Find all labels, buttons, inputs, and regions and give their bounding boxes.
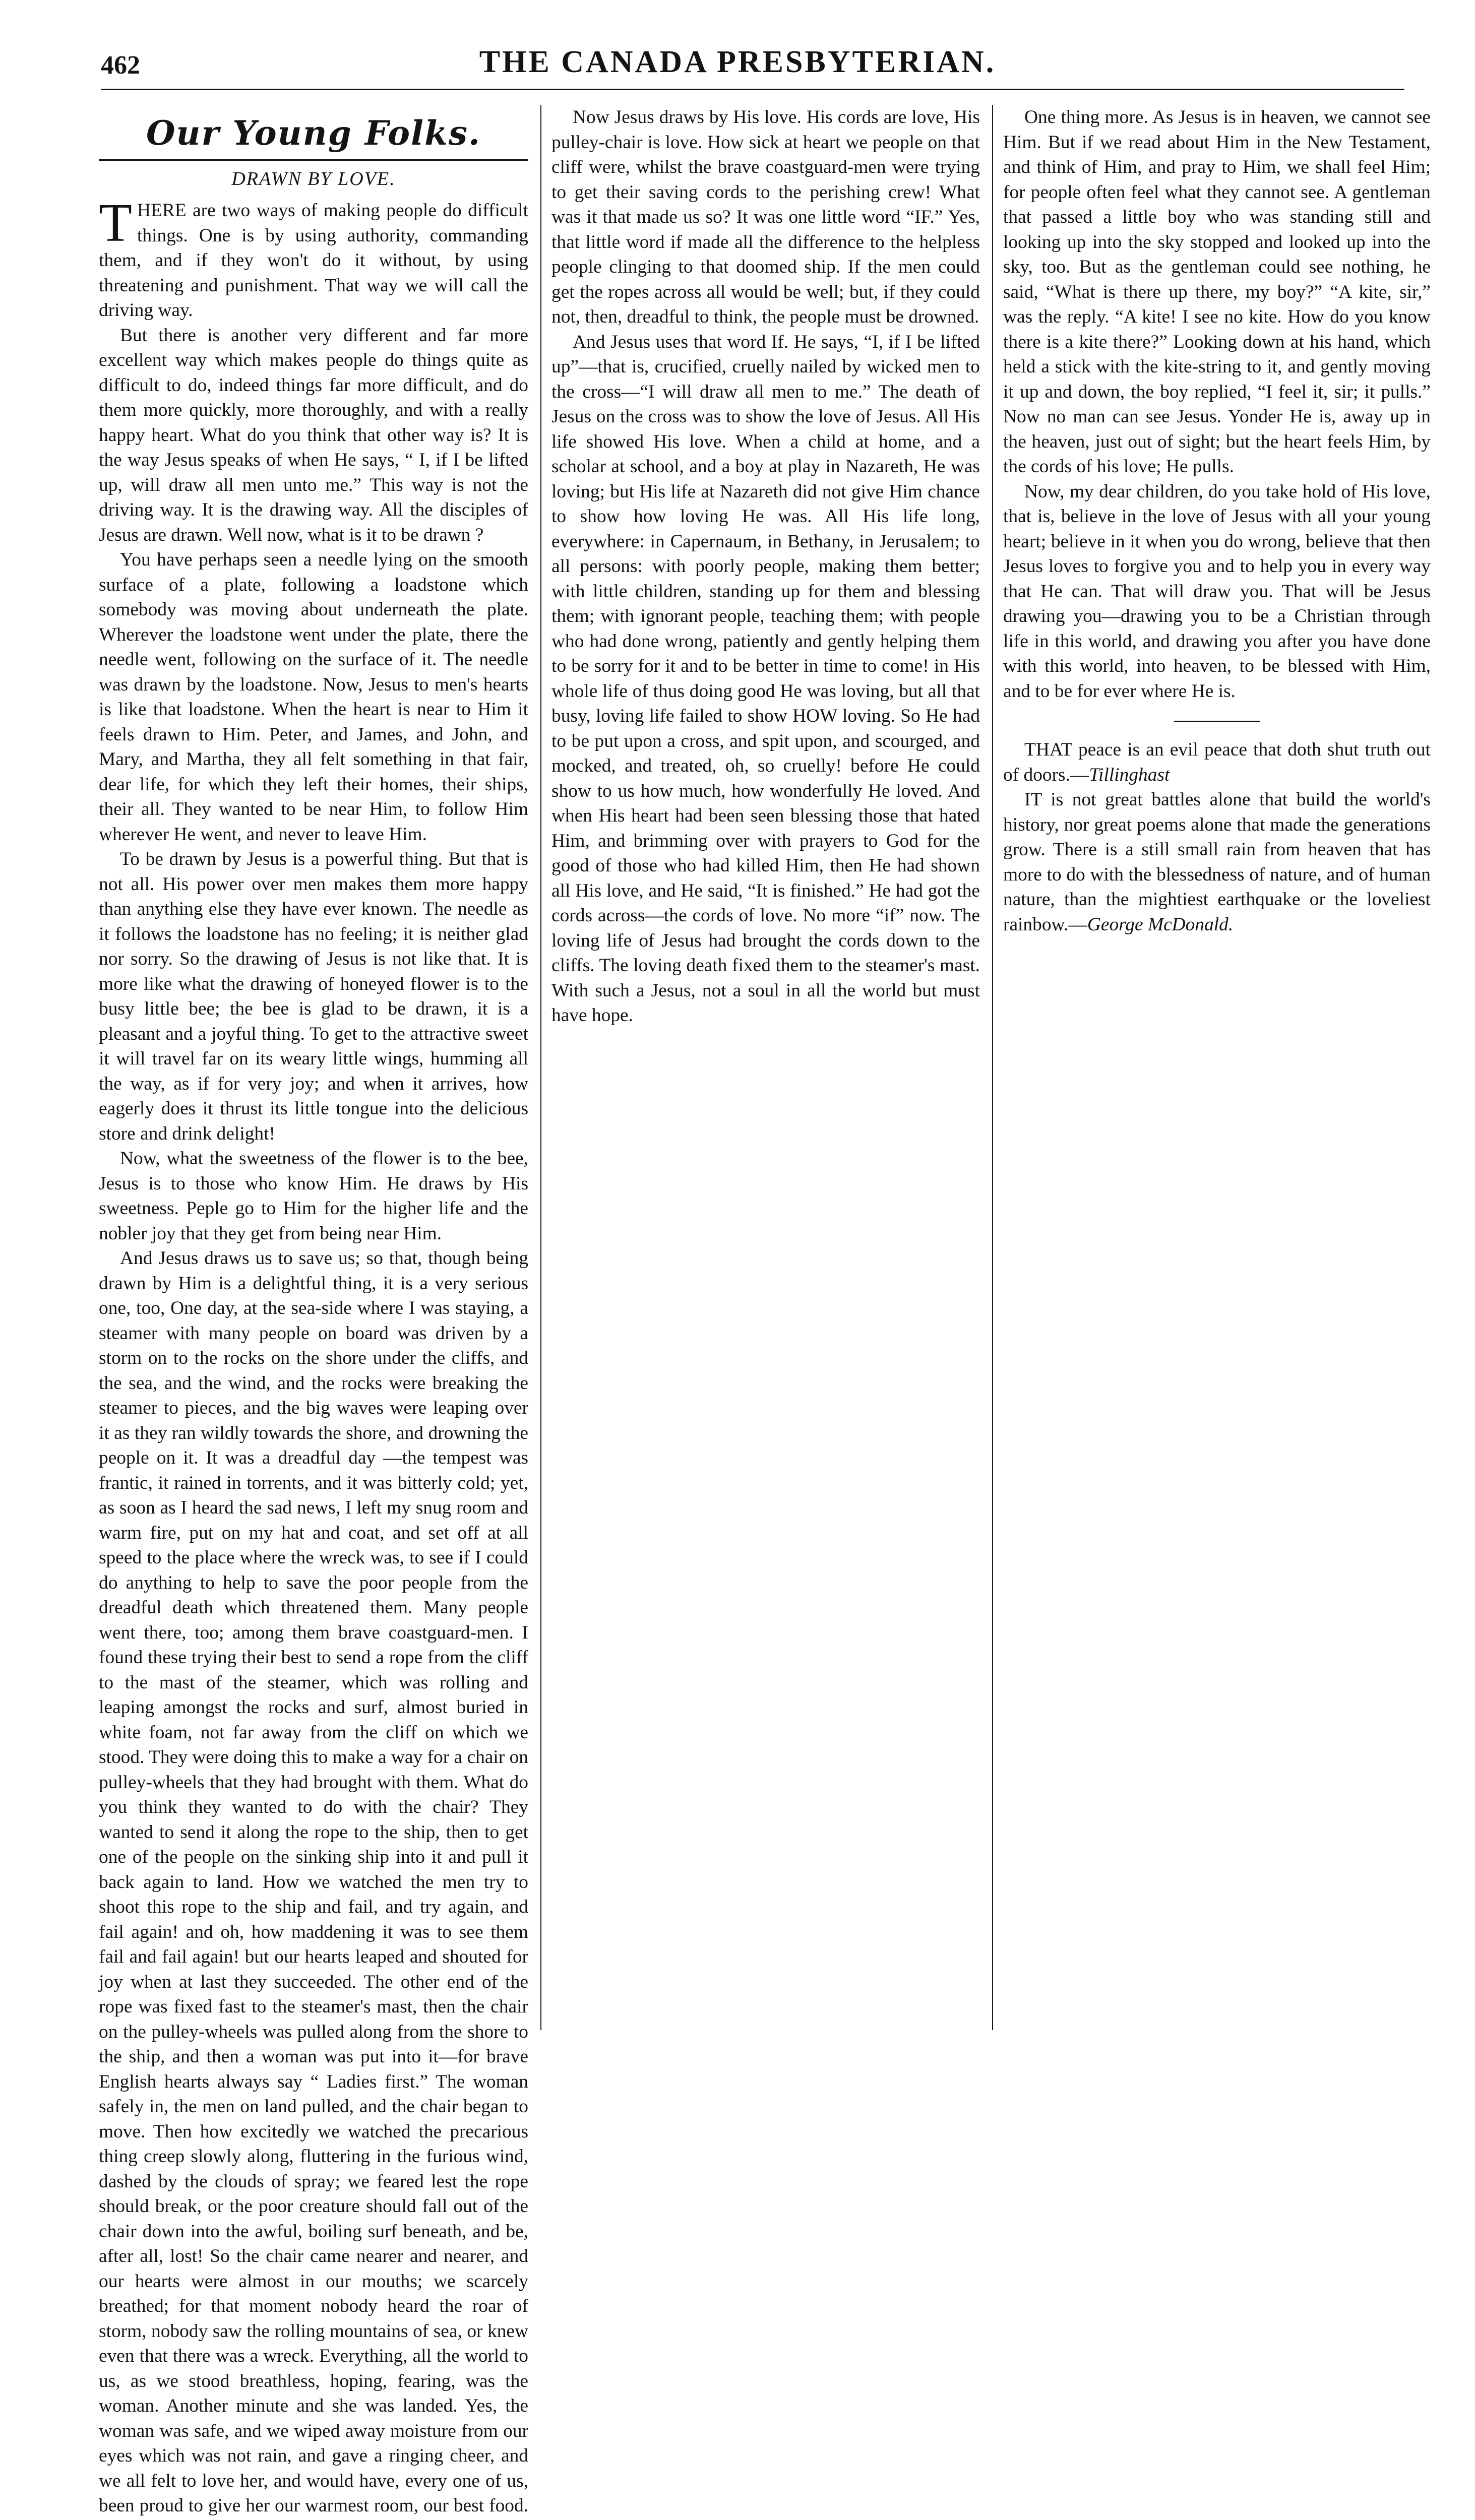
article-paragraph: To be drawn by Jesus is a powerful thing. But that is not all. His power over men makes them more happy than anything else they have ever known. The needle as it follows the loadstone has no feeling; it is neither glad nor sorry. So the drawing of Jesus is not like that. It is more like what the drawing of honeyed flower is to the busy little bee; the bee is glad to be drawn, it is a pleasant and a joyful thing. To get to the attractive sweet it will travel far on its weary little wings, humming all the way, as if for very joy; and when it arrives, how eagerly does it thrust its little tongue into the delicious store and drink delight!: [99, 849, 528, 1144]
quote: THAT peace is an evil peace that doth shut truth out of doors.—Tillinghast: [1003, 739, 1431, 785]
masthead: THE CANADA PRESBYTERIAN.: [479, 45, 996, 79]
section-title-rule: [99, 159, 528, 161]
header-rule: [101, 89, 1404, 90]
article-paragraph: Now Jesus draws by His love. His cords are love, His pulley-chair is love. How sick at heart we people on that cliff were, whilst the brave coastguard-men were trying to get their saving cords to the perishing crew! What was it that made us so? It was one little word “IF.” Yes, that little word if made all the difference to the helpless people clinging to that doomed ship. If the men could get the ropes across all would be well; but, if they could not, then, dreadful to think, the people must be drowned.: [551, 107, 980, 327]
quote: IT is not great battles alone that build the world's history, nor great poems alone that made the generations grow. There is a still small rain from heaven that has more to do with the blessedness of nature, and of human nature, than the mightiest earthquake or the loveliest rainbow.—George McDonald.: [1003, 789, 1431, 935]
column-divider: [540, 105, 541, 2030]
article-paragraph: Now, my dear children, do you take hold of His love, that is, believe in the love of Jesus with all your young heart; believe in it when you do wrong, believe that then Jesus loves to forgive you and to help you in every way that He can. That will draw you. That will be Jesus drawing you—drawing you to be a Christian through life in this world, and drawing you after you have done with this world, into heaven, to be blessed with Him, and to be for ever where He is.: [1003, 481, 1431, 702]
article-paragraph: THERE are two ways of making people do difficult things. One is by using authority, commanding them, and if they won't do it without, by using threatening and punishment. That way we will call the driving way.: [99, 193, 528, 321]
quote-author: Tillinghast: [1089, 764, 1170, 785]
article-paragraph: You have perhaps seen a needle lying on the smooth surface of a plate, following a loadstone which somebody was moving about underneath the plate. Wherever the loadstone went under the plate, there the needle went, following on the surface of it. The needle was drawn by the loadstone. Now, Jesus to men's hearts is like that loadstone. When the heart is near to Him it feels drawn to Him. Peter, and James, and John, and Mary, and Martha, they all felt something in that fair, dear life, for which they left their homes, their ships, their all. They wanted to be near Him, to follow Him wherever He went, and never to leave Him.: [99, 549, 528, 845]
article-paragraph: One thing more. As Jesus is in heaven, we cannot see Him. But if we read about Him in the New Testament, and think of Him, and pray to Him, we shall feel Him; for people often feel what they cannot see. A gentleman that passed a little boy who was standing still and looking up into the sky stopped and looked up into the sky, too. But as the gentleman could see nothing, he said, “What is there up there, my boy?” “A kite, sir,” was the reply. “A kite! I see no kite. How do you know there is a kite there?” Looking down at his hand, which held a stick with the kite-string to it, and gently moving it up and down, the boy replied, “I feel it, sir; it pulls.” Now no man can see Jesus. Yonder He is, away up in the heaven, just out of sight; but the heart feels Him, by the cords of his love; He pulls.: [1003, 107, 1431, 477]
section-title: Our Young Folks.: [146, 113, 481, 153]
article-paragraph: But there is another very different and far more excellent way which makes people do things quite as difficult to do, indeed things far more difficult, and do them more quickly, more thoroughly, and with a really happy heart. What do you think that other way is? It is the way Jesus speaks of when He says, “ I, if I be lifted up, will draw all men unto me.” This way is not the driving way. It is the drawing way. All the disciples of Jesus are drawn. Well now, what is it to be drawn ?: [99, 325, 528, 545]
section-divider: [1174, 721, 1260, 722]
article-paragraph: And Jesus draws us to save us; so that, though being drawn by Him is a delightful thing, it is a very serious one, too, One day, at the sea-side where I was staying, a steamer with many people on board was driven by a storm on to the rocks on the shore under the cliffs, and the sea, and the wind, and the rocks were breaking the steamer to pieces, and the big waves were leaping over it as they ran wildly towards the shore, and drowning the people on it. It was a dreadful day —the tempest was frantic, it rained in torrents, and it was bitterly cold; yet, as soon as I heard the sad news, I left my snug room and warm fire, put on my hat and coat, and set off at all speed to the place where the wreck was, to see if I could do anything to help to save the poor people from the dreadful death which threatened them. Many people went there, too; among them brave coastguard-men. I found these trying their best to send a rope from the cliff to the mast of the steamer, which was rolling and leaping amongst the rocks and surf, almost buried in white foam, not far away from the cliff on which we stood. They were doing this to make a way for a chair on pulley-wheels that they had brought with them. What do you think they wanted to do with the chair? They wanted to send it along the rope to the ship, then to get one of the people on the sinking ship into it and pull it back again to land. How we watched the men try to shoot this rope to the ship and fail, and try again, and fail again! and oh, how maddening it was to see them fail and fail again! but our hearts leaped and shouted for joy when at last they succeeded. The other end of the rope was fixed fast to the steamer's mast, then the chair on the pulley-wheels was pulled along from the shore to the ship, and then a woman was put into it—for brave English hearts always say “ Ladies first.” The woman safely in, the men on land pulled, and the chair began to move. Then how excitedly we watched the precarious thing creep slowly along, fluttering in the furious wind, dashed by the clouds of spray; we feared lest the rope should break, or the poor creature should fall out of the chair down into the awful, boiling surf beneath, and be, after all, lost! So the chair came nearer and nearer, and our hearts were almost in our mouths; we scarcely breathed; for that moment nobody heard the roar of storm, nobody saw the rolling mountains of sea, or knew even that there was a wreck. Everything, all the world to us, as we stood breathless, hoping, fearing, was the woman. Another minute and she was landed. Yes, the woman was safe, and we wiped away moisture from our eyes which was not rain, and gave a ringing cheer, and we all felt to love her, and would have, every one of us, been proud to give her our warmest room, our best food.: [99, 1248, 528, 2516]
page-number: 462: [101, 51, 140, 80]
column-divider: [992, 105, 993, 2030]
article-paragraph: Now, what the sweetness of the flower is to the bee, Jesus is to those who know Him. He draws by His sweetness. Peple go to Him for the higher life and the nobler joy that they get from being near Him.: [99, 1148, 528, 1244]
article-title: DRAWN BY LOVE.: [231, 168, 396, 190]
column-1: [99, 105, 528, 2516]
drop-cap: T: [99, 193, 132, 253]
column-3: [1003, 105, 1431, 2040]
quote-author: George McDonald.: [1087, 914, 1234, 935]
column-2: [551, 105, 980, 2040]
article-paragraph: And Jesus uses that word If. He says, “I, if I be lifted up”—that is, crucified, cruelly nailed by wicked men to the cross—“I will draw all men to me.” The death of Jesus on the cross was to show the love of Jesus. All His life showed His love. When a child at home, and a scholar at school, and a boy at play in Nazareth, He was loving; but His life at Nazareth did not give Him chance to show how loving He was. All His life long, everywhere: in Capernaum, in Bethany, in Jerusalem; to all persons: with poorly people, making them better; with little children, standing up for them and blessing them; with ignorant people, teaching them; with people who had done wrong, patiently and gently helping them to be sorry for it and to be better in time to come! in His whole life of thus doing good He was loving, but all that busy, loving life failed to show HOW loving. So He had to be put upon a cross, and spit upon, and scourged, and mocked, and treated, oh, so cruelly! before He could show to us how much, how wonderfully He loved. And when His heart had been seen blessing those that hated Him, and brimming over with prayers to God for the good of those who had killed Him, then He had shown all His love, and He said, “It is finished.” He had got the cords across—the cords of love. No more “if” now. The loving life of Jesus had brought the cords down to the cliffs. The loving death fixed them to the steamer's mast. With such a Jesus, not a soul in all the world but must have hope.: [551, 331, 980, 1026]
